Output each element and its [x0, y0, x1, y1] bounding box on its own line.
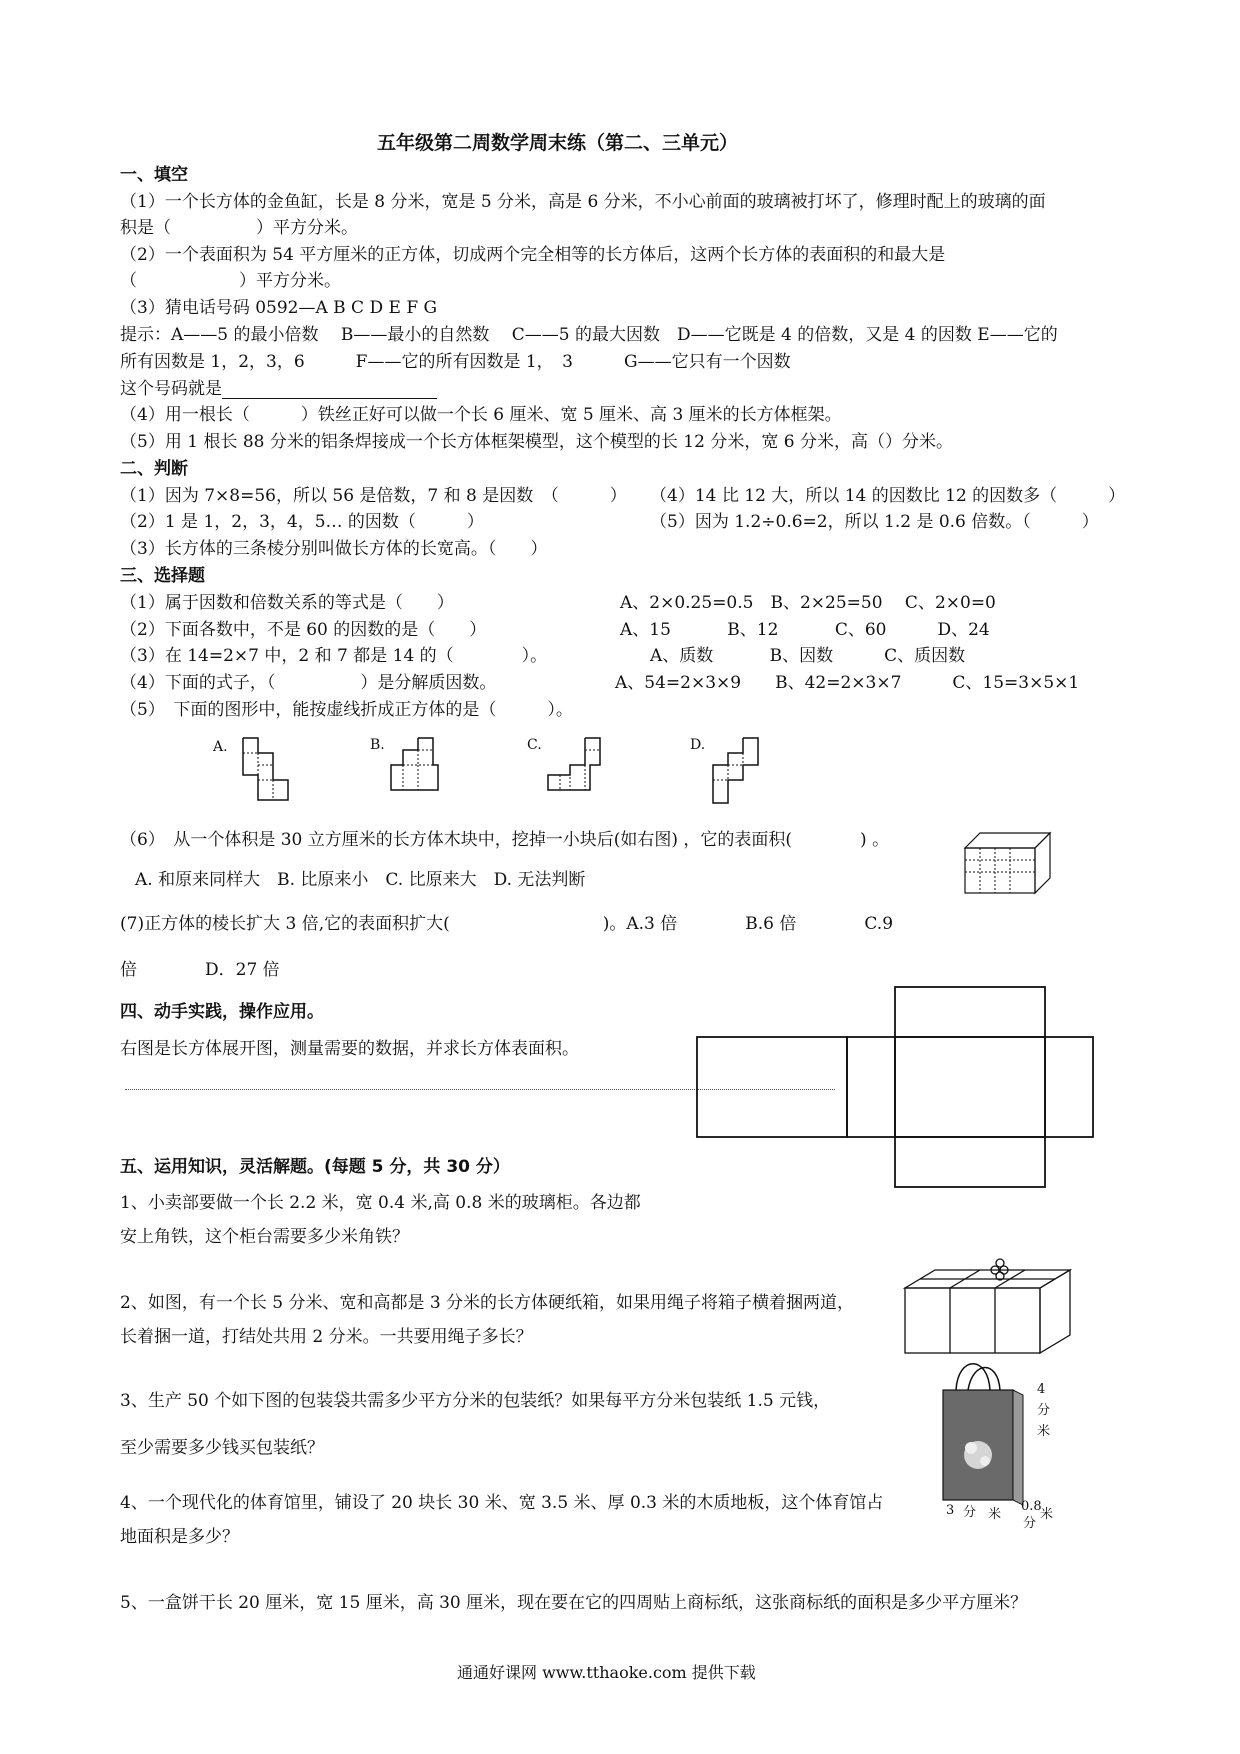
- choice-q1: （1）属于因数和倍数关系的等式是（ ）: [120, 593, 454, 613]
- choice-q7: (7)正方体的棱长扩大 3 倍,它的表面积扩大( )。A.3 倍 B.6 倍 C.9: [120, 914, 894, 934]
- choice-q4: （4）下面的式子，（ ）是分解质因数。: [120, 673, 497, 693]
- section-5-heading: 五、运用知识，灵活解题。(每题 5 分，共 30 分）: [120, 1157, 510, 1177]
- judge-q2: （2）1 是 1，2，3，4，5… 的因数（ ）: [120, 512, 484, 532]
- section-3-heading: 三、选择题: [120, 566, 205, 586]
- figure-label-d: D.: [690, 737, 706, 753]
- answer-blank: [222, 384, 437, 399]
- phone-answer-label: 这个号码就是: [120, 379, 222, 399]
- fill-q4: （4）用一根长（ ）铁丝正好可以做一个长 6 厘米、宽 5 厘米、高 3 厘米的长方体框架。: [120, 405, 842, 425]
- choice-q5: （5） 下面的图形中，能按虚线折成正方体的是（ ）。: [120, 700, 573, 720]
- problem-3-line1: 3、生产 50 个如下图的包装袋共需多少平方分米的包装纸？如果每平方分米包装纸 1.5 元钱，: [120, 1391, 831, 1411]
- figure-label-c: C.: [527, 737, 542, 753]
- bag-width-unit2: 米: [988, 1507, 1002, 1522]
- choice-q1-options: A、2×0.25=0.5 B、2×25=50 C、2×0=0: [620, 593, 996, 613]
- choice-q3-options: A、质数 B、因数 C、质因数: [650, 646, 966, 666]
- tied-box-figure: [900, 1258, 1075, 1358]
- figure-label-b: B.: [370, 737, 385, 753]
- fill-q2-line2: （ ）平方分米。: [120, 271, 341, 291]
- choice-q7-cont: 倍 D．27 倍: [120, 960, 280, 980]
- problem-4-line1: 4、一个现代化的体育馆里，铺设了 20 块长 30 米、宽 3.5 米、厚 0.3 米的木质地板，这个体育馆占: [120, 1493, 884, 1513]
- cube-net-a: [240, 735, 300, 810]
- fill-q3-answer: [120, 379, 437, 399]
- bag-height-unit1: 分: [1037, 1403, 1051, 1418]
- judge-q4: （4）14 比 12 大，所以 14 的因数比 12 的因数多（ ）: [650, 486, 1126, 506]
- cube-net-d: [710, 735, 770, 810]
- problem-2-line2: 长着捆一道，打结处共用 2 分米。一共要用绳子多长？: [120, 1327, 533, 1347]
- choice-q2: （2）下面各数中，不是 60 的因数的是（ ）: [120, 620, 487, 640]
- choice-q4-options: A、54=2×3×9 B、42=2×3×7 C、15=3×5×1: [615, 673, 1080, 693]
- fill-q1-line2: 积是（ ）平方分米。: [120, 218, 358, 238]
- judge-q5: （5）因为 1.2÷0.6=2，所以 1.2 是 0.6 倍数。（ ）: [650, 512, 1099, 532]
- bag-height-unit2: 米: [1037, 1424, 1051, 1439]
- figure-label-a: A.: [213, 739, 228, 755]
- choice-q3: （3）在 14=2×7 中，2 和 7 都是 14 的（ ）。: [120, 646, 548, 666]
- fill-q5: （5）用 1 根长 88 分米的铝条焊接成一个长方体框架模型，这个模型的长 12 分米，宽 6 分米，高（）分米。: [120, 432, 953, 452]
- page-footer: 通通好课网 www.tthaoke.com 提供下载: [457, 1663, 756, 1682]
- problem-1-line1: 1、小卖部要做一个长 2.2 米，宽 0.4 米,高 0.8 米的玻璃柜。各边都: [120, 1193, 641, 1213]
- problem-5: 5、一盒饼干长 20 厘米，宽 15 厘米，高 30 厘米，现在要在它的四周贴上商标纸，这张商标纸的面积是多少平方厘米？: [120, 1593, 1028, 1613]
- problem-2-line1: 2、如图，有一个长 5 分米、宽和高都是 3 分米的长方体硬纸箱，如果用绳子将箱子横着捆两道，: [120, 1293, 855, 1313]
- cube-net-c: [545, 735, 615, 795]
- bag-depth-unit1: 分: [1023, 1516, 1037, 1531]
- fill-q2-line1: （2）一个表面积为 54 平方厘米的正方体，切成两个完全相等的长方体后，这两个长方体的表面积的和最大是: [120, 245, 946, 265]
- cuboid-net-figure: [695, 985, 1105, 1195]
- fill-q3-line1: （3）猜电话号码 0592—A B C D E F G: [120, 298, 438, 318]
- fill-q1-line1: （1）一个长方体的金鱼缸，长是 8 分米，宽是 5 分米，高是 6 分米，不小心前面的玻璃被打坏了，修理时配上的玻璃的面: [120, 192, 1046, 212]
- practice-instruction: 右图是长方体展开图，测量需要的数据，并求长方体表面积。: [120, 1039, 579, 1059]
- fill-q3-hint2: 所有因数是 1，2，3，6 F——它的所有因数是 1， 3 G——它只有一个因数: [120, 352, 791, 372]
- gift-bag-figure: [938, 1355, 1038, 1510]
- judge-q1: （1）因为 7×8=56，所以 56 是倍数，7 和 8 是因数 （ ）: [120, 486, 627, 506]
- bag-width-num: 3: [946, 1503, 955, 1518]
- section-4-heading: 四、动手实践，操作应用。: [120, 1002, 324, 1022]
- section-1-heading: 一、填空: [120, 165, 188, 185]
- bag-depth-num: 0.8: [1021, 1499, 1042, 1514]
- choice-q6: （6） 从一个体积是 30 立方厘米的长方体木块中，挖掉一小块后(如右图) ，它的表面积( ) 。: [120, 830, 890, 850]
- fill-q3-hint1: 提示：A——5 的最小倍数 B——最小的自然数 C——5 的最大因数 D——它既是 4 的倍数，又是 4 的因数 E——它的: [120, 325, 1058, 345]
- choice-q6-options: A. 和原来同样大 B. 比原来小 C. 比原来大 D. 无法判断: [135, 870, 586, 890]
- section-2-heading: 二、判断: [120, 459, 188, 479]
- bag-height-num: 4: [1037, 1382, 1046, 1397]
- page-title: 五年级第二周数学周末练（第二、三单元）: [377, 132, 739, 154]
- choice-q2-options: A、15 B、12 C、60 D、24: [620, 620, 990, 640]
- problem-4-line2: 地面积是多少？: [120, 1527, 239, 1547]
- bag-width-unit1: 分: [963, 1505, 977, 1520]
- cube-net-b: [388, 735, 448, 795]
- bag-depth-unit2: 米: [1040, 1507, 1054, 1522]
- judge-q3: （3）长方体的三条棱分别叫做长方体的长宽高。（ ）: [120, 539, 548, 559]
- problem-3-line2: 至少需要多少钱买包装纸？: [120, 1438, 324, 1458]
- problem-1-line2: 安上角铁，这个柜台需要多少米角铁？: [120, 1227, 409, 1247]
- cuboid-with-notch: [960, 828, 1060, 900]
